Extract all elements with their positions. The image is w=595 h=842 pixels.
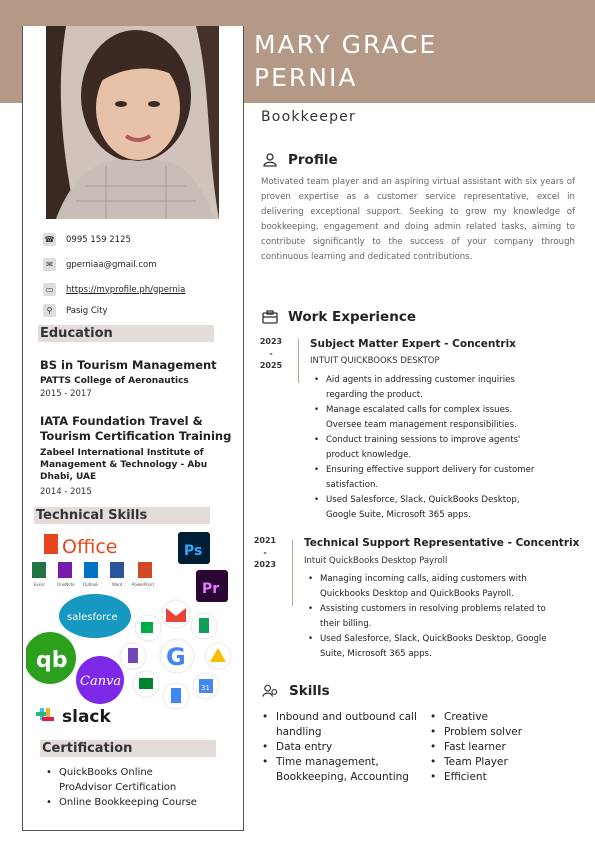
email-icon: ✉ (43, 258, 56, 271)
powerpoint-tile-icon (132, 562, 154, 587)
list-item: • Team Player (430, 755, 560, 770)
google-meet-icon (135, 615, 161, 641)
word-tile-icon (110, 562, 124, 587)
phone-icon: ☎ (44, 235, 55, 244)
list-item: • Inbound and outbound call handling (262, 710, 422, 740)
left-column-top (22, 0, 244, 26)
list-item: • Used Salesforce, Slack, QuickBooks Desktop, Google Suite, Microsoft 365 apps. (308, 632, 560, 662)
outlook-tile-icon (83, 562, 99, 587)
svg-text:salesforce: salesforce (67, 612, 118, 623)
svg-text:Word: Word (112, 582, 123, 587)
laptop-icon: ▭ (43, 283, 56, 296)
profile-heading: Profile (261, 151, 338, 168)
contact-location: ⚲ Pasig City (43, 304, 108, 317)
education-heading: Education (38, 325, 214, 342)
google-sheets-icon (191, 613, 217, 639)
google-chat-icon (133, 671, 159, 697)
certification-heading: Certification (40, 740, 216, 757)
gmail-icon (162, 600, 190, 628)
svg-text:Outlook: Outlook (83, 582, 99, 587)
candidate-name: MARY GRACE PERNIA (254, 30, 438, 92)
job-2-years: 2021 - 2023 (253, 536, 277, 569)
list-item: • Time management, Bookkeeping, Accounting (262, 755, 422, 785)
job-1-company: INTUIT QUICKBOOKS DESKTOP (310, 356, 440, 366)
contact-phone: ☎ 0995 159 2125 (44, 234, 131, 245)
contact-email: ✉ gperniaa@gmail.com (43, 258, 157, 271)
work-experience-heading: Work Experience (261, 308, 416, 325)
user-icon (261, 151, 278, 168)
svg-text:OneNote: OneNote (57, 582, 75, 587)
technical-skills-logos (26, 528, 238, 730)
list-item: • QuickBooks Online ProAdvisor Certification (46, 765, 206, 795)
google-forms-icon (120, 643, 146, 669)
svg-text:G: G (166, 643, 186, 671)
profile-summary: Motivated team player and an aspiring virtual assistant with six years of proven expertise as a customer service representative, excel in delivering exceptional support. Seeking to grow my knowledge of bookkeeping, engagement and doing admin related tasks, aiming to contribute significantly to the success of your company through continuous learning and dedicated contributions. (261, 177, 575, 262)
svg-text:Canva: Canva (80, 674, 122, 689)
quickbooks-icon (26, 632, 76, 684)
job-2-company: Intuit QuickBooks Desktop Payroll (304, 556, 448, 566)
list-item: • Aid agents in addressing customer inquiries regarding the product. (314, 373, 548, 403)
google-g-icon (160, 639, 194, 673)
people-icon (262, 682, 279, 699)
location-pin-icon: ⚲ (43, 304, 56, 317)
office-logo-icon (44, 534, 117, 558)
edu-degree-1: BS in Tourism Management (40, 358, 217, 372)
list-item: • Manage escalated calls for complex issues. Oversee team management responsibilities. (314, 403, 548, 433)
list-item: • Fast learner (430, 740, 560, 755)
list-item: • Efficient (430, 770, 560, 785)
salesforce-icon (59, 594, 131, 638)
google-drive-icon (205, 643, 231, 669)
list-item: • Managing incoming calls, aiding customers with Quickbooks Desktop and QuickBooks Payroll. (308, 572, 560, 602)
list-item: • Online Bookkeeping Course (46, 795, 206, 810)
excel-tile-icon (32, 562, 46, 587)
svg-text:31: 31 (201, 684, 210, 692)
list-item: • Creative (430, 710, 560, 725)
list-item: • Data entry (262, 740, 422, 755)
certification-list (46, 765, 206, 810)
job-role: Bookkeeper (261, 109, 356, 125)
technical-skills-heading: Technical Skills (34, 507, 210, 524)
edu-years-1: 2015 - 2017 (40, 389, 92, 399)
list-item: • Used Salesforce, Slack, QuickBooks Desktop, Google Suite, Microsoft 365 apps. (314, 493, 548, 523)
edu-years-2: 2014 - 2015 (40, 487, 92, 497)
canva-icon (76, 656, 124, 704)
briefcase-icon (261, 308, 278, 325)
skills-list-left (262, 710, 422, 785)
job-2-bullets (308, 572, 560, 662)
edu-school-2: Zabeel International Institute of Management & Technology - Abu Dhabi, UAE (40, 448, 208, 482)
svg-text:Excel: Excel (34, 582, 45, 587)
timeline-line (292, 540, 293, 606)
website-link[interactable]: https://myprofile.ph/gpernia (66, 284, 186, 295)
svg-text:PowerPoint: PowerPoint (132, 582, 155, 587)
svg-text:slack: slack (62, 707, 111, 727)
onenote-tile-icon (57, 562, 75, 587)
job-1-title: Subject Matter Expert - Concentrix (310, 338, 516, 350)
svg-text:qb: qb (36, 648, 68, 673)
contact-website (43, 283, 185, 296)
google-docs-icon (163, 683, 189, 709)
list-item: • Problem solver (430, 725, 560, 740)
edu-school-1: PATTS College of Aeronautics (40, 376, 189, 386)
photoshop-icon (178, 532, 210, 564)
list-item: • Assisting customers in resolving problems related to their billing. (308, 602, 560, 632)
office-logo-text: Office (62, 536, 118, 558)
profile-photo (46, 26, 219, 219)
edu-degree-2: IATA Foundation Travel & Tourism Certification Training (40, 414, 232, 443)
job-1-bullets (314, 373, 548, 523)
svg-text:Pr: Pr (202, 581, 220, 597)
slack-icon (36, 707, 111, 727)
google-calendar-icon (193, 673, 219, 699)
list-item: • Conduct training sessions to improve agents' product knowledge. (314, 433, 548, 463)
skills-list-right (430, 710, 560, 785)
job-2-title: Technical Support Representative - Concentrix (304, 537, 580, 549)
premiere-icon (196, 570, 228, 602)
list-item: • Ensuring effective support delivery for customer satisfaction. (314, 463, 548, 493)
svg-text:Ps: Ps (184, 543, 203, 559)
job-1-years: 2023 - 2025 (259, 337, 283, 370)
skills-heading: Skills (262, 682, 330, 699)
timeline-line (298, 339, 299, 383)
